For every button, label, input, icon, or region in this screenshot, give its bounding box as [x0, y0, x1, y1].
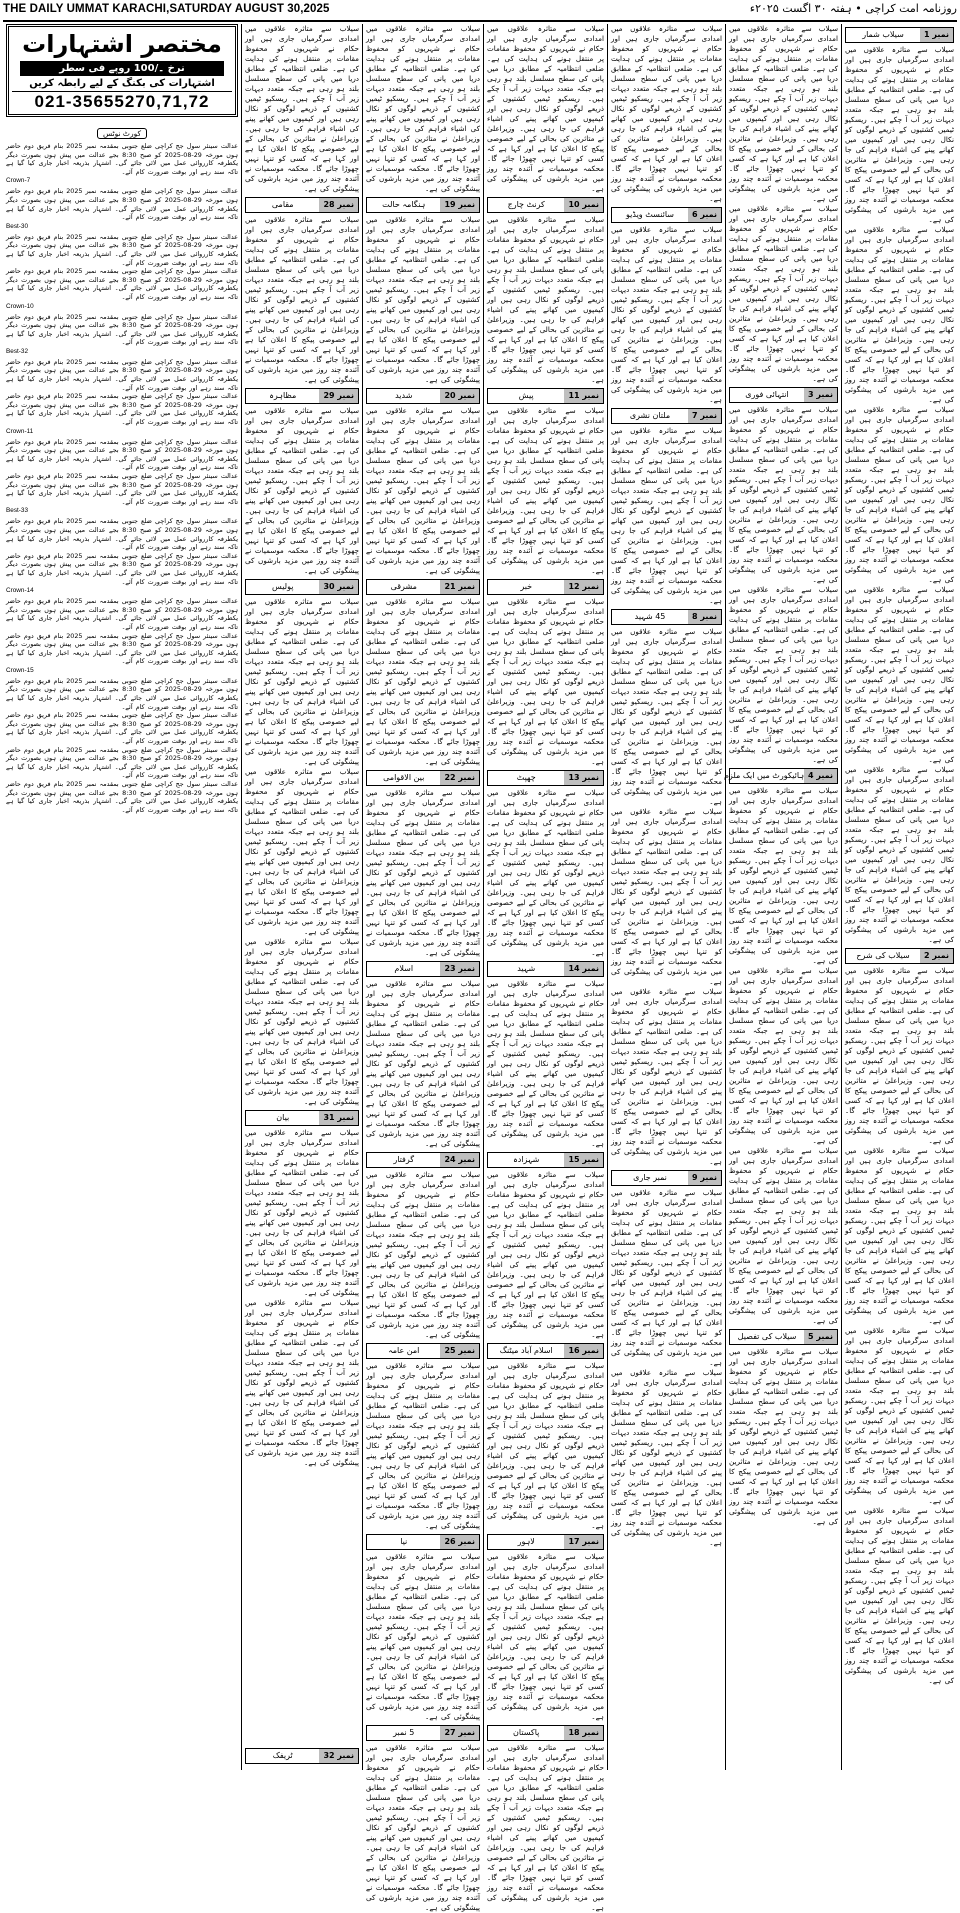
court-notice-text: عدالت سینئر سول جج کراچی ضلع جنوبی بمقدمہ نمبر 2025 بنام فریق دوم حاضر ہوں مورخہ 29-08-2025 کو صبح 8:30 بجے عدالت میں پیش ہوں بصورت دیگر یکطرفہ کارروائی عمل میں لائی جائے گی۔ اشتہار بذریعہ اخبار جاری کیا گیا ہے تاکہ سند رہے اور بوقت ضرورت کام آئے۔	[6, 745, 238, 780]
notice-header: نمبر 20 شدید	[366, 388, 480, 404]
notice-body: سیلاب سے متاثرہ علاقوں میں امدادی سرگرمیاں جاری ہیں اور حکام نے شہریوں کو محفوظ مقامات پر منتقل ہونے کی ہدایت کی ہے۔ ضلعی انتظامیہ کے مطابق دریا میں پانی کی سطح مسلسل بلند ہو رہی ہے جبکہ متعدد دیہات زیر آب آ چکے ہیں۔ ریسکیو ٹیمیں کشتیوں کے ذریعے لوگوں کو نکال رہی ہیں اور کیمپوں میں کھانے پینے کی اشیاء فراہم کی جا رہی ہیں۔ وزیراعلیٰ نے متاثرین کی بحالی کے لیے خصوصی پیکج کا اعلان کیا ہے اور کہا ہے کہ کسی کو تنہا نہیں چھوڑا جائے گا۔ محکمہ موسمیات نے آئندہ چند روز میں مزید بارشوں کی پیشگوئی کی ہے۔	[366, 1552, 480, 1721]
masthead-english-dateline: THE DAILY UMMAT KARACHI,SATURDAY AUGUST 30,2025	[3, 3, 330, 15]
notice-body: سیلاب سے متاثرہ علاقوں میں امدادی سرگرمیاں جاری ہیں اور حکام نے شہریوں کو محفوظ مقامات پر منتقل ہونے کی ہدایت کی ہے۔ ضلعی انتظامیہ کے مطابق دریا میں پانی کی سطح مسلسل بلند ہو رہی ہے جبکہ متعدد دیہات زیر آب آ چکے ہیں۔ ریسکیو ٹیمیں کشتیوں کے ذریعے لوگوں کو نکال رہی ہیں اور کیمپوں میں کھانے پینے کی اشیاء فراہم کی جا رہی ہیں۔ وزیراعلیٰ نے متاثرین کی بحالی کے لیے خصوصی پیکج کا اعلان کیا ہے اور کہا ہے کہ کسی کو تنہا نہیں چھوڑا جائے گا۔ محکمہ موسمیات نے آئندہ چند روز میں مزید بارشوں کی پیشگوئی کی ہے۔	[366, 979, 480, 1148]
ad-contact: اشتہارات کی بکنگ کے لیے رابطہ کریں	[29, 78, 215, 89]
notice-body: سیلاب سے متاثرہ علاقوں میں امدادی سرگرمیاں جاری ہیں اور حکام نے شہریوں کو محفوظ مقامات پر منتقل ہونے کی ہدایت کی ہے۔ ضلعی انتظامیہ کے مطابق دریا میں پانی کی سطح مسلسل بلند ہو رہی ہے جبکہ متعدد دیہات زیر آب آ چکے ہیں۔ ریسکیو ٹیمیں کشتیوں کے ذریعے لوگوں کو نکال رہی ہیں اور کیمپوں میں کھانے پینے کی اشیاء فراہم کی جا رہی ہیں۔ وزیراعلیٰ نے متاثرین کی بحالی کے لیے خصوصی پیکج کا اعلان کیا ہے اور کہا ہے کہ کسی کو تنہا نہیں چھوڑا جائے گا۔ محکمہ موسمیات نے آئندہ چند روز میں مزید بارشوں کی پیشگوئی کی ہے۔	[611, 426, 722, 605]
ad-rate: نرخ ۔/100 روپے فی سطر	[20, 61, 224, 76]
notice-header: نمبر 12 خبر	[487, 579, 604, 595]
notice-body: سیلاب سے متاثرہ علاقوں میں امدادی سرگرمیاں جاری ہیں اور حکام نے شہریوں کو محفوظ مقامات پر منتقل ہونے کی ہدایت کی ہے۔ ضلعی انتظامیہ کے مطابق دریا میں پانی کی سطح مسلسل بلند ہو رہی ہے جبکہ متعدد دیہات زیر آب آ چکے ہیں۔ ریسکیو ٹیمیں کشتیوں کے ذریعے لوگوں کو نکال رہی ہیں اور کیمپوں میں کھانے پینے کی اشیاء فراہم کی جا رہی ہیں۔ وزیراعلیٰ نے متاثرین کی بحالی کے لیے خصوصی پیکج کا اعلان کیا ہے اور کہا ہے کہ کسی کو تنہا نہیں چھوڑا جائے گا۔ محکمہ موسمیات نے آئندہ چند روز میں مزید بارشوں کی پیشگوئی کی ہے۔	[729, 1146, 838, 1325]
notice-column-6	[725, 24, 841, 1770]
notice-body: سیلاب سے متاثرہ علاقوں میں امدادی سرگرمیاں جاری ہیں اور حکام نے شہریوں کو محفوظ مقامات پر منتقل ہونے کی ہدایت کی ہے۔ ضلعی انتظامیہ کے مطابق دریا میں پانی کی سطح مسلسل بلند ہو رہی ہے جبکہ متعدد دیہات زیر آب آ چکے ہیں۔ ریسکیو ٹیمیں کشتیوں کے ذریعے لوگوں کو نکال رہی ہیں اور کیمپوں میں کھانے پینے کی اشیاء فراہم کی جا رہی ہیں۔ وزیراعلیٰ نے متاثرین کی بحالی کے لیے خصوصی پیکج کا اعلان کیا ہے اور کہا ہے کہ کسی کو تنہا نہیں چھوڑا جائے گا۔ محکمہ موسمیات نے آئندہ چند روز میں مزید بارشوں کی پیشگوئی کی ہے۔	[729, 1347, 838, 1526]
notice-body: سیلاب سے متاثرہ علاقوں میں امدادی سرگرمیاں جاری ہیں اور حکام نے شہریوں کو محفوظ مقامات پر منتقل ہونے کی ہدایت کی ہے۔ ضلعی انتظامیہ کے مطابق دریا میں پانی کی سطح مسلسل بلند ہو رہی ہے جبکہ متعدد دیہات زیر آب آ چکے ہیں۔ ریسکیو ٹیمیں کشتیوں کے ذریعے لوگوں کو نکال رہی ہیں اور کیمپوں میں کھانے پینے کی اشیاء فراہم کی جا رہی ہیں۔ وزیراعلیٰ نے متاثرین کی بحالی کے لیے خصوصی پیکج کا اعلان کیا ہے اور کہا ہے کہ کسی کو تنہا نہیں چھوڑا جائے گا۔ محکمہ موسمیات نے آئندہ چند روز میں مزید بارشوں کی پیشگوئی کی ہے۔	[366, 597, 480, 766]
notice-body: سیلاب سے متاثرہ علاقوں میں امدادی سرگرمیاں جاری ہیں اور حکام نے شہریوں کو محفوظ مقامات پر منتقل ہونے کی ہدایت کی ہے۔ ضلعی انتظامیہ کے مطابق دریا میں پانی کی سطح مسلسل بلند ہو رہی ہے جبکہ متعدد دیہات زیر آب آ چکے ہیں۔ ریسکیو ٹیمیں کشتیوں کے ذریعے لوگوں کو نکال رہی ہیں اور کیمپوں میں کھانے پینے کی اشیاء فراہم کی جا رہی ہیں۔ وزیراعلیٰ نے متاثرین کی بحالی کے لیے خصوصی پیکج کا اعلان کیا ہے اور کہا ہے کہ کسی کو تنہا نہیں چھوڑا جائے گا۔ محکمہ موسمیات نے آئندہ چند روز میں مزید بارشوں کی پیشگوئی کی ہے۔	[845, 225, 954, 404]
notice-tag: Crown-11	[6, 427, 34, 435]
notice-body: سیلاب سے متاثرہ علاقوں میں امدادی سرگرمیاں جاری ہیں اور حکام نے شہریوں کو محفوظ مقامات پر منتقل ہونے کی ہدایت کی ہے۔ ضلعی انتظامیہ کے مطابق دریا میں پانی کی سطح مسلسل بلند ہو رہی ہے جبکہ متعدد دیہات زیر آب آ چکے ہیں۔ ریسکیو ٹیمیں کشتیوں کے ذریعے لوگوں کو نکال رہی ہیں اور کیمپوں میں کھانے پینے کی اشیاء فراہم کی جا رہی ہیں۔ وزیراعلیٰ نے متاثرین کی بحالی کے لیے خصوصی پیکج کا اعلان کیا ہے اور کہا ہے کہ کسی کو تنہا نہیں چھوڑا جائے گا۔ محکمہ موسمیات نے آئندہ چند روز میں مزید بارشوں کی پیشگوئی کی ہے۔	[366, 215, 480, 384]
ad-phone: 021-35655270,71,72	[12, 91, 232, 112]
notice-body: سیلاب سے متاثرہ علاقوں میں امدادی سرگرمیاں جاری ہیں اور حکام نے شہریوں کو محفوظ مقامات پر منتقل ہونے کی ہدایت کی ہے۔ ضلعی انتظامیہ کے مطابق دریا میں پانی کی سطح مسلسل بلند ہو رہی ہے جبکہ متعدد دیہات زیر آب آ چکے ہیں۔ ریسکیو ٹیمیں کشتیوں کے ذریعے لوگوں کو نکال رہی ہیں اور کیمپوں میں کھانے پینے کی اشیاء فراہم کی جا رہی ہیں۔ وزیراعلیٰ نے متاثرین کی بحالی کے لیے خصوصی پیکج کا اعلان کیا ہے اور کہا ہے کہ کسی کو تنہا نہیں چھوڑا جائے گا۔ محکمہ موسمیات نے آئندہ چند روز میں مزید بارشوں کی پیشگوئی کی ہے۔	[245, 937, 359, 1106]
notice-body: سیلاب سے متاثرہ علاقوں میں امدادی سرگرمیاں جاری ہیں اور حکام نے شہریوں کو محفوظ مقامات پر منتقل ہونے کی ہدایت کی ہے۔ ضلعی انتظامیہ کے مطابق دریا میں پانی کی سطح مسلسل بلند ہو رہی ہے جبکہ متعدد دیہات زیر آب آ چکے ہیں۔ ریسکیو ٹیمیں کشتیوں کے ذریعے لوگوں کو نکال رہی ہیں اور کیمپوں میں کھانے پینے کی اشیاء فراہم کی جا رہی ہیں۔ وزیراعلیٰ نے متاثرین کی بحالی کے لیے خصوصی پیکج کا اعلان کیا ہے اور کہا ہے کہ کسی کو تنہا نہیں چھوڑا جائے گا۔ محکمہ موسمیات نے آئندہ چند روز میں مزید بارشوں کی پیشگوئی کی ہے۔	[366, 406, 480, 575]
notice-body: سیلاب سے متاثرہ علاقوں میں امدادی سرگرمیاں جاری ہیں اور حکام نے شہریوں کو محفوظ مقامات پر منتقل ہونے کی ہدایت کی ہے۔ ضلعی انتظامیہ کے مطابق دریا میں پانی کی سطح مسلسل بلند ہو رہی ہے جبکہ متعدد دیہات زیر آب آ چکے ہیں۔ ریسکیو ٹیمیں کشتیوں کے ذریعے لوگوں کو نکال رہی ہیں اور کیمپوں میں کھانے پینے کی اشیاء فراہم کی جا رہی ہیں۔ وزیراعلیٰ نے متاثرین کی بحالی کے لیے خصوصی پیکج کا اعلان کیا ہے اور کہا ہے کہ کسی کو تنہا نہیں چھوڑا جائے گا۔ محکمہ موسمیات نے آئندہ چند روز میں مزید بارشوں کی پیشگوئی کی ہے۔	[245, 767, 359, 936]
notice-body: سیلاب سے متاثرہ علاقوں میں امدادی سرگرمیاں جاری ہیں اور حکام نے شہریوں کو محفوظ مقامات پر منتقل ہونے کی ہدایت کی ہے۔ ضلعی انتظامیہ کے مطابق دریا میں پانی کی سطح مسلسل بلند ہو رہی ہے جبکہ متعدد دیہات زیر آب آ چکے ہیں۔ ریسکیو ٹیمیں کشتیوں کے ذریعے لوگوں کو نکال رہی ہیں اور کیمپوں میں کھانے پینے کی اشیاء فراہم کی جا رہی ہیں۔ وزیراعلیٰ نے متاثرین کی بحالی کے لیے خصوصی پیکج کا اعلان کیا ہے اور کہا ہے کہ کسی کو تنہا نہیں چھوڑا جائے گا۔ محکمہ موسمیات نے آئندہ چند روز میں مزید بارشوں کی پیشگوئی کی ہے۔	[611, 225, 722, 404]
notice-column-3	[362, 24, 483, 1912]
notice-header: نمبر 6 سائنسٹ ویڈیو	[611, 207, 722, 223]
masthead-urdu-dateline: روزنامہ امت کراچی • ہفتہ ۳۰ اگست ۲۰۲۵ء	[749, 2, 957, 15]
notice-body: سیلاب سے متاثرہ علاقوں میں امدادی سرگرمیاں جاری ہیں اور حکام نے شہریوں کو محفوظ مقامات پر منتقل ہونے کی ہدایت کی ہے۔ ضلعی انتظامیہ کے مطابق دریا میں پانی کی سطح مسلسل بلند ہو رہی ہے جبکہ متعدد دیہات زیر آب آ چکے ہیں۔ ریسکیو ٹیمیں کشتیوں کے ذریعے لوگوں کو نکال رہی ہیں اور کیمپوں میں کھانے پینے کی اشیاء فراہم کی جا رہی ہیں۔ وزیراعلیٰ نے متاثرین کی بحالی کے لیے خصوصی پیکج کا اعلان کیا ہے اور کہا ہے کہ کسی کو تنہا نہیں چھوڑا جائے گا۔ محکمہ موسمیات نے آئندہ چند روز میں مزید بارشوں کی پیشگوئی کی ہے۔	[245, 215, 359, 384]
notice-body: سیلاب سے متاثرہ علاقوں میں امدادی سرگرمیاں جاری ہیں اور حکام نے شہریوں کو محفوظ مقامات پر منتقل ہونے کی ہدایت کی ہے۔ ضلعی انتظامیہ کے مطابق دریا میں پانی کی سطح مسلسل بلند ہو رہی ہے جبکہ متعدد دیہات زیر آب آ چکے ہیں۔ ریسکیو ٹیمیں کشتیوں کے ذریعے لوگوں کو نکال رہی ہیں اور کیمپوں میں کھانے پینے کی اشیاء فراہم کی جا رہی ہیں۔ وزیراعلیٰ نے متاثرین کی بحالی کے لیے خصوصی پیکج کا اعلان کیا ہے اور کہا ہے کہ کسی کو تنہا نہیں چھوڑا جائے گا۔ محکمہ موسمیات نے آئندہ چند روز میں مزید بارشوں کی پیشگوئی کی ہے۔	[366, 1170, 480, 1339]
notice-body: سیلاب سے متاثرہ علاقوں میں امدادی سرگرمیاں جاری ہیں اور حکام نے شہریوں کو محفوظ مقامات پر منتقل ہونے کی ہدایت کی ہے۔ ضلعی انتظامیہ کے مطابق دریا میں پانی کی سطح مسلسل بلند ہو رہی ہے جبکہ متعدد دیہات زیر آب آ چکے ہیں۔ ریسکیو ٹیمیں کشتیوں کے ذریعے لوگوں کو نکال رہی ہیں اور کیمپوں میں کھانے پینے کی اشیاء فراہم کی جا رہی ہیں۔ وزیراعلیٰ نے متاثرین کی بحالی کے لیے خصوصی پیکج کا اعلان کیا ہے اور کہا ہے کہ کسی کو تنہا نہیں چھوڑا جائے گا۔ محکمہ موسمیات نے آئندہ چند روز میں مزید بارشوں کی پیشگوئی کی ہے۔	[611, 1188, 722, 1367]
notice-body: سیلاب سے متاثرہ علاقوں میں امدادی سرگرمیاں جاری ہیں اور حکام نے شہریوں کو محفوظ مقامات پر منتقل ہونے کی ہدایت کی ہے۔ ضلعی انتظامیہ کے مطابق دریا میں پانی کی سطح مسلسل بلند ہو رہی ہے جبکہ متعدد دیہات زیر آب آ چکے ہیں۔ ریسکیو ٹیمیں کشتیوں کے ذریعے لوگوں کو نکال رہی ہیں اور کیمپوں میں کھانے پینے کی اشیاء فراہم کی جا رہی ہیں۔ وزیراعلیٰ نے متاثرین کی بحالی کے لیے خصوصی پیکج کا اعلان کیا ہے اور کہا ہے کہ کسی کو تنہا نہیں چھوڑا جائے گا۔ محکمہ موسمیات نے آئندہ چند روز میں مزید بارشوں کی پیشگوئی کی ہے۔	[366, 788, 480, 957]
notice-header: نمبر 3 انتہائی فوری	[729, 387, 838, 403]
court-notice-text: عدالت سینئر سول جج کراچی ضلع جنوبی بمقدمہ نمبر 2025 بنام فریق دوم حاضر ہوں مورخہ 29-08-2025 کو صبح 8:30 بجے عدالت میں پیش ہوں بصورت دیگر یکطرفہ کارروائی عمل میں لائی جائے گی۔ اشتہار بذریعہ اخبار جاری کیا گیا ہے تاکہ سند رہے اور بوقت ضرورت کام آئے۔	[6, 437, 238, 472]
court-notice-text: عدالت سینئر سول جج کراچی ضلع جنوبی بمقدمہ نمبر 2025 بنام فریق دوم حاضر ہوں مورخہ 29-08-2025 کو صبح 8:30 بجے عدالت میں پیش ہوں بصورت دیگر یکطرفہ کارروائی عمل میں لائی جائے گی۔ اشتہار بذریعہ اخبار جاری کیا گیا ہے تاکہ سند رہے اور بوقت ضرورت کام آئے۔	[6, 232, 238, 267]
court-notice-text: عدالت سینئر سول جج کراچی ضلع جنوبی بمقدمہ نمبر 2025 بنام فریق دوم حاضر ہوں مورخہ 29-08-2025 کو صبح 8:30 بجے عدالت میں پیش ہوں بصورت دیگر یکطرفہ کارروائی عمل میں لائی جائے گی۔ اشتہار بذریعہ اخبار جاری کیا گیا ہے تاکہ سند رہے اور بوقت ضرورت کام آئے۔	[6, 517, 238, 552]
notice-header: نمبر 22 بین الاقوامی	[366, 770, 480, 786]
notice-body: سیلاب سے متاثرہ علاقوں میں امدادی سرگرمیاں جاری ہیں اور حکام نے شہریوں کو محفوظ مقامات پر منتقل ہونے کی ہدایت کی ہے۔ ضلعی انتظامیہ کے مطابق دریا میں پانی کی سطح مسلسل بلند ہو رہی ہے جبکہ متعدد دیہات زیر آب آ چکے ہیں۔ ریسکیو ٹیمیں کشتیوں کے ذریعے لوگوں کو نکال رہی ہیں اور کیمپوں میں کھانے پینے کی اشیاء فراہم کی جا رہی ہیں۔ وزیراعلیٰ نے متاثرین کی بحالی کے لیے خصوصی پیکج کا اعلان کیا ہے اور کہا ہے کہ کسی کو تنہا نہیں چھوڑا جائے گا۔ محکمہ موسمیات نے آئندہ چند روز میں مزید بارشوں کی پیشگوئی کی ہے۔	[487, 1552, 604, 1721]
court-notice-text: عدالت سینئر سول جج کراچی ضلع جنوبی بمقدمہ نمبر 2025 بنام فریق دوم حاضر ہوں مورخہ 29-08-2025 کو صبح 8:30 بجے عدالت میں پیش ہوں بصورت دیگر یکطرفہ کارروائی عمل میں لائی جائے گی۔ اشتہار بذریعہ اخبار جاری کیا گیا ہے تاکہ سند رہے اور بوقت ضرورت کام آئے۔	[6, 267, 238, 301]
notice-body: سیلاب سے متاثرہ علاقوں میں امدادی سرگرمیاں جاری ہیں اور حکام نے شہریوں کو محفوظ مقامات پر منتقل ہونے کی ہدایت کی ہے۔ ضلعی انتظامیہ کے مطابق دریا میں پانی کی سطح مسلسل بلند ہو رہی ہے جبکہ متعدد دیہات زیر آب آ چکے ہیں۔ ریسکیو ٹیمیں کشتیوں کے ذریعے لوگوں کو نکال رہی ہیں اور کیمپوں میں کھانے پینے کی اشیاء فراہم کی جا رہی ہیں۔ وزیراعلیٰ نے متاثرین کی بحالی کے لیے خصوصی پیکج کا اعلان کیا ہے اور کہا ہے کہ کسی کو تنہا نہیں چھوڑا جائے گا۔ محکمہ موسمیات نے آئندہ چند روز میں مزید بارشوں کی پیشگوئی کی ہے۔	[729, 204, 838, 383]
notice-body: سیلاب سے متاثرہ علاقوں میں امدادی سرگرمیاں جاری ہیں اور حکام نے شہریوں کو محفوظ مقامات پر منتقل ہونے کی ہدایت کی ہے۔ ضلعی انتظامیہ کے مطابق دریا میں پانی کی سطح مسلسل بلند ہو رہی ہے جبکہ متعدد دیہات زیر آب آ چکے ہیں۔ ریسکیو ٹیمیں کشتیوں کے ذریعے لوگوں کو نکال رہی ہیں اور کیمپوں میں کھانے پینے کی اشیاء فراہم کی جا رہی ہیں۔ وزیراعلیٰ نے متاثرین کی بحالی کے لیے خصوصی پیکج کا اعلان کیا ہے اور کہا ہے کہ کسی کو تنہا نہیں چھوڑا جائے گا۔ محکمہ موسمیات نے آئندہ چند روز میں مزید بارشوں کی پیشگوئی کی ہے۔	[611, 807, 722, 986]
notice-body: سیلاب سے متاثرہ علاقوں میں امدادی سرگرمیاں جاری ہیں اور حکام نے شہریوں کو محفوظ مقامات پر منتقل ہونے کی ہدایت کی ہے۔ ضلعی انتظامیہ کے مطابق دریا میں پانی کی سطح مسلسل بلند ہو رہی ہے جبکہ متعدد دیہات زیر آب آ چکے ہیں۔ ریسکیو ٹیمیں کشتیوں کے ذریعے لوگوں کو نکال رہی ہیں اور کیمپوں میں کھانے پینے کی اشیاء فراہم کی جا رہی ہیں۔ وزیراعلیٰ نے متاثرین کی بحالی کے لیے خصوصی پیکج کا اعلان کیا ہے اور کہا ہے کہ کسی کو تنہا نہیں چھوڑا جائے گا۔ محکمہ موسمیات نے آئندہ چند روز میں مزید بارشوں کی پیشگوئی کی ہے۔	[245, 1298, 359, 1467]
notice-header: نمبر 17 لاہور	[487, 1534, 604, 1550]
court-notice-text: عدالت سینئر سول جج کراچی ضلع جنوبی بمقدمہ نمبر 2025 بنام فریق دوم حاضر ہوں مورخہ 29-08-2025 کو صبح 8:30 بجے عدالت میں پیش ہوں بصورت دیگر یکطرفہ کارروائی عمل میں لائی جائے گی۔ اشتہار بذریعہ اخبار جاری کیا گیا ہے تاکہ سند رہے اور بوقت ضرورت کام آئے۔	[6, 676, 238, 711]
court-notice-text: عدالت سینئر سول جج کراچی ضلع جنوبی بمقدمہ نمبر 2025 بنام فریق دوم حاضر ہوں مورخہ 29-08-2025 کو صبح 8:30 بجے عدالت میں پیش ہوں بصورت دیگر یکطرفہ کارروائی عمل میں لائی جائے گی۔ اشتہار بذریعہ اخبار جاری کیا گیا ہے تاکہ سند رہے اور بوقت ضرورت کام آئے۔	[6, 551, 238, 586]
court-notice-text: عدالت سینئر سول جج کراچی ضلع جنوبی بمقدمہ نمبر 2025 بنام فریق دوم حاضر ہوں مورخہ 29-08-2025 کو صبح 8:30 بجے عدالت میں پیش ہوں بصورت دیگر یکطرفہ کارروائی عمل میں لائی جائے گی۔ اشتہار بذریعہ اخبار جاری کیا گیا ہے تاکہ سند رہے اور بوقت ضرورت کام آئے۔	[6, 187, 238, 222]
notice-header: نمبر 7 ملتان نشری	[611, 408, 722, 424]
notice-body: سیلاب سے متاثرہ علاقوں میں امدادی سرگرمیاں جاری ہیں اور حکام نے شہریوں کو محفوظ مقامات پر منتقل ہونے کی ہدایت کی ہے۔ ضلعی انتظامیہ کے مطابق دریا میں پانی کی سطح مسلسل بلند ہو رہی ہے جبکہ متعدد دیہات زیر آب آ چکے ہیں۔ ریسکیو ٹیمیں کشتیوں کے ذریعے لوگوں کو نکال رہی ہیں اور کیمپوں میں کھانے پینے کی اشیاء فراہم کی جا رہی ہیں۔ وزیراعلیٰ نے متاثرین کی بحالی کے لیے خصوصی پیکج کا اعلان کیا ہے اور کہا ہے کہ کسی کو تنہا نہیں چھوڑا جائے گا۔ محکمہ موسمیات نے آئندہ چند روز میں مزید بارشوں کی پیشگوئی کی ہے۔	[366, 24, 480, 193]
notice-header: نمبر 1 سیلاب شمار	[845, 27, 954, 43]
notice-header: نمبر 24 گرفتار	[366, 1152, 480, 1168]
notice-header: نمبر 28 مقامی	[245, 197, 359, 213]
notice-header: نمبر 31 بیان	[245, 1110, 359, 1126]
notice-tag: Crown-7	[6, 177, 31, 185]
notice-header: نمبر 9 نمبر جاری	[611, 1170, 722, 1186]
notice-body: سیلاب سے متاثرہ علاقوں میں امدادی سرگرمیاں جاری ہیں اور حکام نے شہریوں کو محفوظ مقامات پر منتقل ہونے کی ہدایت کی ہے۔ ضلعی انتظامیہ کے مطابق دریا میں پانی کی سطح مسلسل بلند ہو رہی ہے جبکہ متعدد دیہات زیر آب آ چکے ہیں۔ ریسکیو ٹیمیں کشتیوں کے ذریعے لوگوں کو نکال رہی ہیں اور کیمپوں میں کھانے پینے کی اشیاء فراہم کی جا رہی ہیں۔ وزیراعلیٰ نے متاثرین کی بحالی کے لیے خصوصی پیکج کا اعلان کیا ہے اور کہا ہے کہ کسی کو تنہا نہیں چھوڑا جائے گا۔ محکمہ موسمیات نے آئندہ چند روز میں مزید بارشوں کی پیشگوئی کی ہے۔	[245, 1128, 359, 1297]
ad-title: مختصر اشتہارات	[22, 30, 222, 58]
notice-header: نمبر 32 ٹریفک	[246, 1749, 358, 1763]
notice-column-4	[483, 24, 607, 1912]
court-notice-text: عدالت سینئر سول جج کراچی ضلع جنوبی بمقدمہ نمبر 2025 بنام فریق دوم حاضر ہوں مورخہ 29-08-2025 کو صبح 8:30 بجے عدالت میں پیش ہوں بصورت دیگر یکطرفہ کارروائی عمل میں لائی جائے گی۔ اشتہار بذریعہ اخبار جاری کیا گیا ہے تاکہ سند رہے اور بوقت ضرورت کام آئے۔	[6, 312, 238, 347]
notice-body: سیلاب سے متاثرہ علاقوں میں امدادی سرگرمیاں جاری ہیں اور حکام نے شہریوں کو محفوظ مقامات پر منتقل ہونے کی ہدایت کی ہے۔ ضلعی انتظامیہ کے مطابق دریا میں پانی کی سطح مسلسل بلند ہو رہی ہے جبکہ متعدد دیہات زیر آب آ چکے ہیں۔ ریسکیو ٹیمیں کشتیوں کے ذریعے لوگوں کو نکال رہی ہیں اور کیمپوں میں کھانے پینے کی اشیاء فراہم کی جا رہی ہیں۔ وزیراعلیٰ نے متاثرین کی بحالی کے لیے خصوصی پیکج کا اعلان کیا ہے اور کہا ہے کہ کسی کو تنہا نہیں چھوڑا جائے گا۔ محکمہ موسمیات نے آئندہ چند روز میں مزید بارشوں کی پیشگوئی کی ہے۔	[845, 585, 954, 764]
notice-header: نمبر 26 نیا	[366, 1534, 480, 1550]
notice-body: سیلاب سے متاثرہ علاقوں میں امدادی سرگرمیاں جاری ہیں اور حکام نے شہریوں کو محفوظ مقامات پر منتقل ہونے کی ہدایت کی ہے۔ ضلعی انتظامیہ کے مطابق دریا میں پانی کی سطح مسلسل بلند ہو رہی ہے جبکہ متعدد دیہات زیر آب آ چکے ہیں۔ ریسکیو ٹیمیں کشتیوں کے ذریعے لوگوں کو نکال رہی ہیں اور کیمپوں میں کھانے پینے کی اشیاء فراہم کی جا رہی ہیں۔ وزیراعلیٰ نے متاثرین کی بحالی کے لیے خصوصی پیکج کا اعلان کیا ہے اور کہا ہے کہ کسی کو تنہا نہیں چھوڑا جائے گا۔ محکمہ موسمیات نے آئندہ چند روز میں مزید بارشوں کی پیشگوئی کی ہے۔	[487, 1361, 604, 1530]
notice-header: نمبر 8 45 شہید	[611, 609, 722, 625]
notice-tag: Crown-10	[6, 302, 34, 310]
classified-ad-box	[6, 24, 238, 117]
court-notice-text: عدالت سینئر سول جج کراچی ضلع جنوبی بمقدمہ نمبر 2025 بنام فریق دوم حاضر ہوں مورخہ 29-08-2025 کو صبح 8:30 بجے عدالت میں پیش ہوں بصورت دیگر یکطرفہ کارروائی عمل میں لائی جائے گی۔ اشتہار بذریعہ اخبار جاری کیا گیا ہے تاکہ سند رہے اور بوقت ضرورت کام آئے۔	[6, 142, 238, 176]
notice-header: نمبر 14 شہید	[487, 961, 604, 977]
notice-header: نمبر 13 چھپٹ	[487, 770, 604, 786]
court-notice-text: عدالت سینئر سول جج کراچی ضلع جنوبی بمقدمہ نمبر 2025 بنام فریق دوم حاضر ہوں مورخہ 29-08-2025 کو صبح 8:30 بجے عدالت میں پیش ہوں بصورت دیگر یکطرفہ کارروائی عمل میں لائی جائے گی۔ اشتہار بذریعہ اخبار جاری کیا گیا ہے تاکہ سند رہے اور بوقت ضرورت کام آئے۔	[6, 597, 238, 631]
court-notice-text: عدالت سینئر سول جج کراچی ضلع جنوبی بمقدمہ نمبر 2025 بنام فریق دوم حاضر ہوں مورخہ 29-08-2025 کو صبح 8:30 بجے عدالت میں پیش ہوں بصورت دیگر یکطرفہ کارروائی عمل میں لائی جائے گی۔ اشتہار بذریعہ اخبار جاری کیا گیا ہے تاکہ سند رہے اور بوقت ضرورت کام آئے۔	[6, 631, 238, 666]
notice-body: سیلاب سے متاثرہ علاقوں میں امدادی سرگرمیاں جاری ہیں اور حکام نے شہریوں کو محفوظ مقامات پر منتقل ہونے کی ہدایت کی ہے۔ ضلعی انتظامیہ کے مطابق دریا میں پانی کی سطح مسلسل بلند ہو رہی ہے جبکہ متعدد دیہات زیر آب آ چکے ہیں۔ ریسکیو ٹیمیں کشتیوں کے ذریعے لوگوں کو نکال رہی ہیں اور کیمپوں میں کھانے پینے کی اشیاء فراہم کی جا رہی ہیں۔ وزیراعلیٰ نے متاثرین کی بحالی کے لیے خصوصی پیکج کا اعلان کیا ہے اور کہا ہے کہ کسی کو تنہا نہیں چھوڑا جائے گا۔ محکمہ موسمیات نے آئندہ چند روز میں مزید بارشوں کی پیشگوئی کی ہے۔	[245, 24, 359, 193]
notice-body: سیلاب سے متاثرہ علاقوں میں امدادی سرگرمیاں جاری ہیں اور حکام نے شہریوں کو محفوظ مقامات پر منتقل ہونے کی ہدایت کی ہے۔ ضلعی انتظامیہ کے مطابق دریا میں پانی کی سطح مسلسل بلند ہو رہی ہے جبکہ متعدد دیہات زیر آب آ چکے ہیں۔ ریسکیو ٹیمیں کشتیوں کے ذریعے لوگوں کو نکال رہی ہیں اور کیمپوں میں کھانے پینے کی اشیاء فراہم کی جا رہی ہیں۔ وزیراعلیٰ نے متاثرین کی بحالی کے لیے خصوصی پیکج کا اعلان کیا ہے اور کہا ہے کہ کسی کو تنہا نہیں چھوڑا جائے گا۔ محکمہ موسمیات نے آئندہ چند روز میں مزید بارشوں کی پیشگوئی کی ہے۔	[845, 45, 954, 224]
notice-body: سیلاب سے متاثرہ علاقوں میں امدادی سرگرمیاں جاری ہیں اور حکام نے شہریوں کو محفوظ مقامات پر منتقل ہونے کی ہدایت کی ہے۔ ضلعی انتظامیہ کے مطابق دریا میں پانی کی سطح مسلسل بلند ہو رہی ہے جبکہ متعدد دیہات زیر آب آ چکے ہیں۔ ریسکیو ٹیمیں کشتیوں کے ذریعے لوگوں کو نکال رہی ہیں اور کیمپوں میں کھانے پینے کی اشیاء فراہم کی جا رہی ہیں۔ وزیراعلیٰ نے متاثرین کی بحالی کے لیے خصوصی پیکج کا اعلان کیا ہے اور کہا ہے کہ کسی کو تنہا نہیں چھوڑا جائے گا۔ محکمہ موسمیات نے آئندہ چند روز میں مزید بارشوں کی پیشگوئی کی ہے۔	[487, 406, 604, 575]
notice-header: نمبر 23 اسلام	[366, 961, 480, 977]
notice-header: نمبر 11 پیش	[487, 388, 604, 404]
court-notice-text: عدالت سینئر سول جج کراچی ضلع جنوبی بمقدمہ نمبر 2025 بنام فریق دوم حاضر ہوں مورخہ 29-08-2025 کو صبح 8:30 بجے عدالت میں پیش ہوں بصورت دیگر یکطرفہ کارروائی عمل میں لائی جائے گی۔ اشتہار بذریعہ اخبار جاری کیا گیا ہے تاکہ سند رہے اور بوقت ضرورت کام آئے۔	[6, 780, 238, 814]
notice-body: سیلاب سے متاثرہ علاقوں میں امدادی سرگرمیاں جاری ہیں اور حکام نے شہریوں کو محفوظ مقامات پر منتقل ہونے کی ہدایت کی ہے۔ ضلعی انتظامیہ کے مطابق دریا میں پانی کی سطح مسلسل بلند ہو رہی ہے جبکہ متعدد دیہات زیر آب آ چکے ہیں۔ ریسکیو ٹیمیں کشتیوں کے ذریعے لوگوں کو نکال رہی ہیں اور کیمپوں میں کھانے پینے کی اشیاء فراہم کی جا رہی ہیں۔ وزیراعلیٰ نے متاثرین کی بحالی کے لیے خصوصی پیکج کا اعلان کیا ہے اور کہا ہے کہ کسی کو تنہا نہیں چھوڑا جائے گا۔ محکمہ موسمیات نے آئندہ چند روز میں مزید بارشوں کی پیشگوئی کی ہے۔	[611, 1368, 722, 1547]
notice-header: نمبر 10 کرنٹ چارج	[487, 197, 604, 213]
notice-body: سیلاب سے متاثرہ علاقوں میں امدادی سرگرمیاں جاری ہیں اور حکام نے شہریوں کو محفوظ مقامات پر منتقل ہونے کی ہدایت کی ہے۔ ضلعی انتظامیہ کے مطابق دریا میں پانی کی سطح مسلسل بلند ہو رہی ہے جبکہ متعدد دیہات زیر آب آ چکے ہیں۔ ریسکیو ٹیمیں کشتیوں کے ذریعے لوگوں کو نکال رہی ہیں اور کیمپوں میں کھانے پینے کی اشیاء فراہم کی جا رہی ہیں۔ وزیراعلیٰ نے متاثرین کی بحالی کے لیے خصوصی پیکج کا اعلان کیا ہے اور کہا ہے کہ کسی کو تنہا نہیں چھوڑا جائے گا۔ محکمہ موسمیات نے آئندہ چند روز میں مزید بارشوں کی پیشگوئی کی ہے۔	[487, 979, 604, 1148]
notice-body: سیلاب سے متاثرہ علاقوں میں امدادی سرگرمیاں جاری ہیں اور حکام نے شہریوں کو محفوظ مقامات پر منتقل ہونے کی ہدایت کی ہے۔ ضلعی انتظامیہ کے مطابق دریا میں پانی کی سطح مسلسل بلند ہو رہی ہے جبکہ متعدد دیہات زیر آب آ چکے ہیں۔ ریسکیو ٹیمیں کشتیوں کے ذریعے لوگوں کو نکال رہی ہیں اور کیمپوں میں کھانے پینے کی اشیاء فراہم کی جا رہی ہیں۔ وزیراعلیٰ نے متاثرین کی بحالی کے لیے خصوصی پیکج کا اعلان کیا ہے اور کہا ہے کہ کسی کو تنہا نہیں چھوڑا جائے گا۔ محکمہ موسمیات نے آئندہ چند روز میں مزید بارشوں کی پیشگوئی کی ہے۔	[611, 987, 722, 1166]
notice-body: سیلاب سے متاثرہ علاقوں میں امدادی سرگرمیاں جاری ہیں اور حکام نے شہریوں کو محفوظ مقامات پر منتقل ہونے کی ہدایت کی ہے۔ ضلعی انتظامیہ کے مطابق دریا میں پانی کی سطح مسلسل بلند ہو رہی ہے جبکہ متعدد دیہات زیر آب آ چکے ہیں۔ ریسکیو ٹیمیں کشتیوں کے ذریعے لوگوں کو نکال رہی ہیں اور کیمپوں میں کھانے پینے کی اشیاء فراہم کی جا رہی ہیں۔ وزیراعلیٰ نے متاثرین کی بحالی کے لیے خصوصی پیکج کا اعلان کیا ہے اور کہا ہے کہ کسی کو تنہا نہیں چھوڑا جائے گا۔ محکمہ موسمیات نے آئندہ چند روز میں مزید بارشوں کی پیشگوئی کی ہے۔	[729, 966, 838, 1145]
notice-body: سیلاب سے متاثرہ علاقوں میں امدادی سرگرمیاں جاری ہیں اور حکام نے شہریوں کو محفوظ مقامات پر منتقل ہونے کی ہدایت کی ہے۔ ضلعی انتظامیہ کے مطابق دریا میں پانی کی سطح مسلسل بلند ہو رہی ہے جبکہ متعدد دیہات زیر آب آ چکے ہیں۔ ریسکیو ٹیمیں کشتیوں کے ذریعے لوگوں کو نکال رہی ہیں اور کیمپوں میں کھانے پینے کی اشیاء فراہم کی جا رہی ہیں۔ وزیراعلیٰ نے متاثرین کی بحالی کے لیے خصوصی پیکج کا اعلان کیا ہے اور کہا ہے کہ کسی کو تنہا نہیں چھوڑا جائے گا۔ محکمہ موسمیات نے آئندہ چند روز میں مزید بارشوں کی پیشگوئی کی ہے۔	[487, 24, 604, 193]
notice-body: سیلاب سے متاثرہ علاقوں میں امدادی سرگرمیاں جاری ہیں اور حکام نے شہریوں کو محفوظ مقامات پر منتقل ہونے کی ہدایت کی ہے۔ ضلعی انتظامیہ کے مطابق دریا میں پانی کی سطح مسلسل بلند ہو رہی ہے جبکہ متعدد دیہات زیر آب آ چکے ہیں۔ ریسکیو ٹیمیں کشتیوں کے ذریعے لوگوں کو نکال رہی ہیں اور کیمپوں میں کھانے پینے کی اشیاء فراہم کی جا رہی ہیں۔ وزیراعلیٰ نے متاثرین کی بحالی کے لیے خصوصی پیکج کا اعلان کیا ہے اور کہا ہے کہ کسی کو تنہا نہیں چھوڑا جائے گا۔ محکمہ موسمیات نے آئندہ چند روز میں مزید بارشوں کی پیشگوئی کی ہے۔	[845, 1146, 954, 1325]
court-notice-text: عدالت سینئر سول جج کراچی ضلع جنوبی بمقدمہ نمبر 2025 بنام فریق دوم حاضر ہوں مورخہ 29-08-2025 کو صبح 8:30 بجے عدالت میں پیش ہوں بصورت دیگر یکطرفہ کارروائی عمل میں لائی جائے گی۔ اشتہار بذریعہ اخبار جاری کیا گیا ہے تاکہ سند رہے اور بوقت ضرورت کام آئے۔	[6, 392, 238, 427]
court-label-wrap	[6, 121, 238, 142]
notice-header: نمبر 29 مظاہرہ	[245, 388, 359, 404]
notice-body: سیلاب سے متاثرہ علاقوں میں امدادی سرگرمیاں جاری ہیں اور حکام نے شہریوں کو محفوظ مقامات پر منتقل ہونے کی ہدایت کی ہے۔ ضلعی انتظامیہ کے مطابق دریا میں پانی کی سطح مسلسل بلند ہو رہی ہے جبکہ متعدد دیہات زیر آب آ چکے ہیں۔ ریسکیو ٹیمیں کشتیوں کے ذریعے لوگوں کو نکال رہی ہیں اور کیمپوں میں کھانے پینے کی اشیاء فراہم کی جا رہی ہیں۔ وزیراعلیٰ نے متاثرین کی بحالی کے لیے خصوصی پیکج کا اعلان کیا ہے اور کہا ہے کہ کسی کو تنہا نہیں چھوڑا جائے گا۔ محکمہ موسمیات نے آئندہ چند روز میں مزید بارشوں کی پیشگوئی کی ہے۔	[611, 24, 722, 203]
notice-column-2	[241, 24, 362, 1770]
notice-body: سیلاب سے متاثرہ علاقوں میں امدادی سرگرمیاں جاری ہیں اور حکام نے شہریوں کو محفوظ مقامات پر منتقل ہونے کی ہدایت کی ہے۔ ضلعی انتظامیہ کے مطابق دریا میں پانی کی سطح مسلسل بلند ہو رہی ہے جبکہ متعدد دیہات زیر آب آ چکے ہیں۔ ریسکیو ٹیمیں کشتیوں کے ذریعے لوگوں کو نکال رہی ہیں اور کیمپوں میں کھانے پینے کی اشیاء فراہم کی جا رہی ہیں۔ وزیراعلیٰ نے متاثرین کی بحالی کے لیے خصوصی پیکج کا اعلان کیا ہے اور کہا ہے کہ کسی کو تنہا نہیں چھوڑا جائے گا۔ محکمہ موسمیات نے آئندہ چند روز میں مزید بارشوں کی پیشگوئی کی ہے۔	[729, 585, 838, 764]
notice-body: سیلاب سے متاثرہ علاقوں میں امدادی سرگرمیاں جاری ہیں اور حکام نے شہریوں کو محفوظ مقامات پر منتقل ہونے کی ہدایت کی ہے۔ ضلعی انتظامیہ کے مطابق دریا میں پانی کی سطح مسلسل بلند ہو رہی ہے جبکہ متعدد دیہات زیر آب آ چکے ہیں۔ ریسکیو ٹیمیں کشتیوں کے ذریعے لوگوں کو نکال رہی ہیں اور کیمپوں میں کھانے پینے کی اشیاء فراہم کی جا رہی ہیں۔ وزیراعلیٰ نے متاثرین کی بحالی کے لیے خصوصی پیکج کا اعلان کیا ہے اور کہا ہے کہ کسی کو تنہا نہیں چھوڑا جائے گا۔ محکمہ موسمیات نے آئندہ چند روز میں مزید بارشوں کی پیشگوئی کی ہے۔	[487, 1170, 604, 1339]
notice-body: سیلاب سے متاثرہ علاقوں میں امدادی سرگرمیاں جاری ہیں اور حکام نے شہریوں کو محفوظ مقامات پر منتقل ہونے کی ہدایت کی ہے۔ ضلعی انتظامیہ کے مطابق دریا میں پانی کی سطح مسلسل بلند ہو رہی ہے جبکہ متعدد دیہات زیر آب آ چکے ہیں۔ ریسکیو ٹیمیں کشتیوں کے ذریعے لوگوں کو نکال رہی ہیں اور کیمپوں میں کھانے پینے کی اشیاء فراہم کی جا رہی ہیں۔ وزیراعلیٰ نے متاثرین کی بحالی کے لیے خصوصی پیکج کا اعلان کیا ہے اور کہا ہے کہ کسی کو تنہا نہیں چھوڑا جائے گا۔ محکمہ موسمیات نے آئندہ چند روز میں مزید بارشوں کی پیشگوئی کی ہے۔	[366, 1361, 480, 1530]
notice-footer-box	[245, 1748, 359, 1764]
notice-body: سیلاب سے متاثرہ علاقوں میں امدادی سرگرمیاں جاری ہیں اور حکام نے شہریوں کو محفوظ مقامات پر منتقل ہونے کی ہدایت کی ہے۔ ضلعی انتظامیہ کے مطابق دریا میں پانی کی سطح مسلسل بلند ہو رہی ہے جبکہ متعدد دیہات زیر آب آ چکے ہیں۔ ریسکیو ٹیمیں کشتیوں کے ذریعے لوگوں کو نکال رہی ہیں اور کیمپوں میں کھانے پینے کی اشیاء فراہم کی جا رہی ہیں۔ وزیراعلیٰ نے متاثرین کی بحالی کے لیے خصوصی پیکج کا اعلان کیا ہے اور کہا ہے کہ کسی کو تنہا نہیں چھوڑا جائے گا۔ محکمہ موسمیات نے آئندہ چند روز میں مزید بارشوں کی پیشگوئی کی ہے۔	[366, 1743, 480, 1912]
notice-body: سیلاب سے متاثرہ علاقوں میں امدادی سرگرمیاں جاری ہیں اور حکام نے شہریوں کو محفوظ مقامات پر منتقل ہونے کی ہدایت کی ہے۔ ضلعی انتظامیہ کے مطابق دریا میں پانی کی سطح مسلسل بلند ہو رہی ہے جبکہ متعدد دیہات زیر آب آ چکے ہیں۔ ریسکیو ٹیمیں کشتیوں کے ذریعے لوگوں کو نکال رہی ہیں اور کیمپوں میں کھانے پینے کی اشیاء فراہم کی جا رہی ہیں۔ وزیراعلیٰ نے متاثرین کی بحالی کے لیے خصوصی پیکج کا اعلان کیا ہے اور کہا ہے کہ کسی کو تنہا نہیں چھوڑا جائے گا۔ محکمہ موسمیات نے آئندہ چند روز میں مزید بارشوں کی پیشگوئی کی ہے۔	[729, 405, 838, 584]
notice-body: سیلاب سے متاثرہ علاقوں میں امدادی سرگرمیاں جاری ہیں اور حکام نے شہریوں کو محفوظ مقامات پر منتقل ہونے کی ہدایت کی ہے۔ ضلعی انتظامیہ کے مطابق دریا میں پانی کی سطح مسلسل بلند ہو رہی ہے جبکہ متعدد دیہات زیر آب آ چکے ہیں۔ ریسکیو ٹیمیں کشتیوں کے ذریعے لوگوں کو نکال رہی ہیں اور کیمپوں میں کھانے پینے کی اشیاء فراہم کی جا رہی ہیں۔ وزیراعلیٰ نے متاثرین کی بحالی کے لیے خصوصی پیکج کا اعلان کیا ہے اور کہا ہے کہ کسی کو تنہا نہیں چھوڑا جائے گا۔ محکمہ موسمیات نے آئندہ چند روز میں مزید بارشوں کی پیشگوئی کی ہے۔	[845, 966, 954, 1145]
court-notice-text: عدالت سینئر سول جج کراچی ضلع جنوبی بمقدمہ نمبر 2025 بنام فریق دوم حاضر ہوں مورخہ 29-08-2025 کو صبح 8:30 بجے عدالت میں پیش ہوں بصورت دیگر یکطرفہ کارروائی عمل میں لائی جائے گی۔ اشتہار بذریعہ اخبار جاری کیا گیا ہے تاکہ سند رہے اور بوقت ضرورت کام آئے۔	[6, 472, 238, 506]
notice-header: نمبر 25 امن عامہ	[366, 1343, 480, 1359]
notice-column-7	[841, 24, 957, 1770]
court-notice-text: عدالت سینئر سول جج کراچی ضلع جنوبی بمقدمہ نمبر 2025 بنام فریق دوم حاضر ہوں مورخہ 29-08-2025 کو صبح 8:30 بجے عدالت میں پیش ہوں بصورت دیگر یکطرفہ کارروائی عمل میں لائی جائے گی۔ اشتہار بذریعہ اخبار جاری کیا گیا ہے تاکہ سند رہے اور بوقت ضرورت کام آئے۔	[6, 711, 238, 746]
notice-tag: Crown-15	[6, 666, 34, 674]
notice-header: نمبر 18 پاکستان	[487, 1725, 604, 1741]
notice-tag: Best-30	[6, 222, 29, 230]
notice-column-5	[607, 24, 725, 1770]
notice-body: سیلاب سے متاثرہ علاقوں میں امدادی سرگرمیاں جاری ہیں اور حکام نے شہریوں کو محفوظ مقامات پر منتقل ہونے کی ہدایت کی ہے۔ ضلعی انتظامیہ کے مطابق دریا میں پانی کی سطح مسلسل بلند ہو رہی ہے جبکہ متعدد دیہات زیر آب آ چکے ہیں۔ ریسکیو ٹیمیں کشتیوں کے ذریعے لوگوں کو نکال رہی ہیں اور کیمپوں میں کھانے پینے کی اشیاء فراہم کی جا رہی ہیں۔ وزیراعلیٰ نے متاثرین کی بحالی کے لیے خصوصی پیکج کا اعلان کیا ہے اور کہا ہے کہ کسی کو تنہا نہیں چھوڑا جائے گا۔ محکمہ موسمیات نے آئندہ چند روز میں مزید بارشوں کی پیشگوئی کی ہے۔	[611, 627, 722, 806]
notice-header: نمبر 5 سیلاب کی تفصیل	[729, 1329, 838, 1345]
notice-body: سیلاب سے متاثرہ علاقوں میں امدادی سرگرمیاں جاری ہیں اور حکام نے شہریوں کو محفوظ مقامات پر منتقل ہونے کی ہدایت کی ہے۔ ضلعی انتظامیہ کے مطابق دریا میں پانی کی سطح مسلسل بلند ہو رہی ہے جبکہ متعدد دیہات زیر آب آ چکے ہیں۔ ریسکیو ٹیمیں کشتیوں کے ذریعے لوگوں کو نکال رہی ہیں اور کیمپوں میں کھانے پینے کی اشیاء فراہم کی جا رہی ہیں۔ وزیراعلیٰ نے متاثرین کی بحالی کے لیے خصوصی پیکج کا اعلان کیا ہے اور کہا ہے کہ کسی کو تنہا نہیں چھوڑا جائے گا۔ محکمہ موسمیات نے آئندہ چند روز میں مزید بارشوں کی پیشگوئی کی ہے۔	[729, 24, 838, 203]
notice-body: سیلاب سے متاثرہ علاقوں میں امدادی سرگرمیاں جاری ہیں اور حکام نے شہریوں کو محفوظ مقامات پر منتقل ہونے کی ہدایت کی ہے۔ ضلعی انتظامیہ کے مطابق دریا میں پانی کی سطح مسلسل بلند ہو رہی ہے جبکہ متعدد دیہات زیر آب آ چکے ہیں۔ ریسکیو ٹیمیں کشتیوں کے ذریعے لوگوں کو نکال رہی ہیں اور کیمپوں میں کھانے پینے کی اشیاء فراہم کی جا رہی ہیں۔ وزیراعلیٰ نے متاثرین کی بحالی کے لیے خصوصی پیکج کا اعلان کیا ہے اور کہا ہے کہ کسی کو تنہا نہیں چھوڑا جائے گا۔ محکمہ موسمیات نے آئندہ چند روز میں مزید بارشوں کی پیشگوئی کی ہے۔	[487, 1743, 604, 1912]
notice-body: سیلاب سے متاثرہ علاقوں میں امدادی سرگرمیاں جاری ہیں اور حکام نے شہریوں کو محفوظ مقامات پر منتقل ہونے کی ہدایت کی ہے۔ ضلعی انتظامیہ کے مطابق دریا میں پانی کی سطح مسلسل بلند ہو رہی ہے جبکہ متعدد دیہات زیر آب آ چکے ہیں۔ ریسکیو ٹیمیں کشتیوں کے ذریعے لوگوں کو نکال رہی ہیں اور کیمپوں میں کھانے پینے کی اشیاء فراہم کی جا رہی ہیں۔ وزیراعلیٰ نے متاثرین کی بحالی کے لیے خصوصی پیکج کا اعلان کیا ہے اور کہا ہے کہ کسی کو تنہا نہیں چھوڑا جائے گا۔ محکمہ موسمیات نے آئندہ چند روز میں مزید بارشوں کی پیشگوئی کی ہے۔	[245, 597, 359, 766]
court-notice-label: کورٹ نوٹس	[97, 128, 147, 139]
notice-header: نمبر 15 شہزادہ	[487, 1152, 604, 1168]
notice-body: سیلاب سے متاثرہ علاقوں میں امدادی سرگرمیاں جاری ہیں اور حکام نے شہریوں کو محفوظ مقامات پر منتقل ہونے کی ہدایت کی ہے۔ ضلعی انتظامیہ کے مطابق دریا میں پانی کی سطح مسلسل بلند ہو رہی ہے جبکہ متعدد دیہات زیر آب آ چکے ہیں۔ ریسکیو ٹیمیں کشتیوں کے ذریعے لوگوں کو نکال رہی ہیں اور کیمپوں میں کھانے پینے کی اشیاء فراہم کی جا رہی ہیں۔ وزیراعلیٰ نے متاثرین کی بحالی کے لیے خصوصی پیکج کا اعلان کیا ہے اور کہا ہے کہ کسی کو تنہا نہیں چھوڑا جائے گا۔ محکمہ موسمیات نے آئندہ چند روز میں مزید بارشوں کی پیشگوئی کی ہے۔	[845, 1326, 954, 1505]
notice-header: نمبر 19 ہنگامہ حالت	[366, 197, 480, 213]
notice-tag: Best-33	[6, 507, 29, 515]
notice-header: نمبر 2 سیلاب کی شرح	[845, 948, 954, 964]
notice-body: سیلاب سے متاثرہ علاقوں میں امدادی سرگرمیاں جاری ہیں اور حکام نے شہریوں کو محفوظ مقامات پر منتقل ہونے کی ہدایت کی ہے۔ ضلعی انتظامیہ کے مطابق دریا میں پانی کی سطح مسلسل بلند ہو رہی ہے جبکہ متعدد دیہات زیر آب آ چکے ہیں۔ ریسکیو ٹیمیں کشتیوں کے ذریعے لوگوں کو نکال رہی ہیں اور کیمپوں میں کھانے پینے کی اشیاء فراہم کی جا رہی ہیں۔ وزیراعلیٰ نے متاثرین کی بحالی کے لیے خصوصی پیکج کا اعلان کیا ہے اور کہا ہے کہ کسی کو تنہا نہیں چھوڑا جائے گا۔ محکمہ موسمیات نے آئندہ چند روز میں مزید بارشوں کی پیشگوئی کی ہے۔	[845, 1506, 954, 1685]
notice-body: سیلاب سے متاثرہ علاقوں میں امدادی سرگرمیاں جاری ہیں اور حکام نے شہریوں کو محفوظ مقامات پر منتقل ہونے کی ہدایت کی ہے۔ ضلعی انتظامیہ کے مطابق دریا میں پانی کی سطح مسلسل بلند ہو رہی ہے جبکہ متعدد دیہات زیر آب آ چکے ہیں۔ ریسکیو ٹیمیں کشتیوں کے ذریعے لوگوں کو نکال رہی ہیں اور کیمپوں میں کھانے پینے کی اشیاء فراہم کی جا رہی ہیں۔ وزیراعلیٰ نے متاثرین کی بحالی کے لیے خصوصی پیکج کا اعلان کیا ہے اور کہا ہے کہ کسی کو تنہا نہیں چھوڑا جائے گا۔ محکمہ موسمیات نے آئندہ چند روز میں مزید بارشوں کی پیشگوئی کی ہے۔	[845, 765, 954, 944]
notice-body: سیلاب سے متاثرہ علاقوں میں امدادی سرگرمیاں جاری ہیں اور حکام نے شہریوں کو محفوظ مقامات پر منتقل ہونے کی ہدایت کی ہے۔ ضلعی انتظامیہ کے مطابق دریا میں پانی کی سطح مسلسل بلند ہو رہی ہے جبکہ متعدد دیہات زیر آب آ چکے ہیں۔ ریسکیو ٹیمیں کشتیوں کے ذریعے لوگوں کو نکال رہی ہیں اور کیمپوں میں کھانے پینے کی اشیاء فراہم کی جا رہی ہیں۔ وزیراعلیٰ نے متاثرین کی بحالی کے لیے خصوصی پیکج کا اعلان کیا ہے اور کہا ہے کہ کسی کو تنہا نہیں چھوڑا جائے گا۔ محکمہ موسمیات نے آئندہ چند روز میں مزید بارشوں کی پیشگوئی کی ہے۔	[729, 786, 838, 965]
notice-header: نمبر 16 اسلام آباد میٹنگ	[487, 1343, 604, 1359]
notice-body: سیلاب سے متاثرہ علاقوں میں امدادی سرگرمیاں جاری ہیں اور حکام نے شہریوں کو محفوظ مقامات پر منتقل ہونے کی ہدایت کی ہے۔ ضلعی انتظامیہ کے مطابق دریا میں پانی کی سطح مسلسل بلند ہو رہی ہے جبکہ متعدد دیہات زیر آب آ چکے ہیں۔ ریسکیو ٹیمیں کشتیوں کے ذریعے لوگوں کو نکال رہی ہیں اور کیمپوں میں کھانے پینے کی اشیاء فراہم کی جا رہی ہیں۔ وزیراعلیٰ نے متاثرین کی بحالی کے لیے خصوصی پیکج کا اعلان کیا ہے اور کہا ہے کہ کسی کو تنہا نہیں چھوڑا جائے گا۔ محکمہ موسمیات نے آئندہ چند روز میں مزید بارشوں کی پیشگوئی کی ہے۔	[487, 597, 604, 766]
notice-header: نمبر 4 ہائیکورٹ میں ایک ملزم	[729, 768, 838, 784]
notice-body: سیلاب سے متاثرہ علاقوں میں امدادی سرگرمیاں جاری ہیں اور حکام نے شہریوں کو محفوظ مقامات پر منتقل ہونے کی ہدایت کی ہے۔ ضلعی انتظامیہ کے مطابق دریا میں پانی کی سطح مسلسل بلند ہو رہی ہے جبکہ متعدد دیہات زیر آب آ چکے ہیں۔ ریسکیو ٹیمیں کشتیوں کے ذریعے لوگوں کو نکال رہی ہیں اور کیمپوں میں کھانے پینے کی اشیاء فراہم کی جا رہی ہیں۔ وزیراعلیٰ نے متاثرین کی بحالی کے لیے خصوصی پیکج کا اعلان کیا ہے اور کہا ہے کہ کسی کو تنہا نہیں چھوڑا جائے گا۔ محکمہ موسمیات نے آئندہ چند روز میں مزید بارشوں کی پیشگوئی کی ہے۔	[845, 405, 954, 584]
classified-column	[3, 24, 241, 1770]
notice-tag: Best-32	[6, 347, 29, 355]
columns-grid	[3, 24, 957, 1912]
notice-body: سیلاب سے متاثرہ علاقوں میں امدادی سرگرمیاں جاری ہیں اور حکام نے شہریوں کو محفوظ مقامات پر منتقل ہونے کی ہدایت کی ہے۔ ضلعی انتظامیہ کے مطابق دریا میں پانی کی سطح مسلسل بلند ہو رہی ہے جبکہ متعدد دیہات زیر آب آ چکے ہیں۔ ریسکیو ٹیمیں کشتیوں کے ذریعے لوگوں کو نکال رہی ہیں اور کیمپوں میں کھانے پینے کی اشیاء فراہم کی جا رہی ہیں۔ وزیراعلیٰ نے متاثرین کی بحالی کے لیے خصوصی پیکج کا اعلان کیا ہے اور کہا ہے کہ کسی کو تنہا نہیں چھوڑا جائے گا۔ محکمہ موسمیات نے آئندہ چند روز میں مزید بارشوں کی پیشگوئی کی ہے۔	[245, 406, 359, 575]
notice-tag: Crown-14	[6, 587, 34, 595]
notice-body: سیلاب سے متاثرہ علاقوں میں امدادی سرگرمیاں جاری ہیں اور حکام نے شہریوں کو محفوظ مقامات پر منتقل ہونے کی ہدایت کی ہے۔ ضلعی انتظامیہ کے مطابق دریا میں پانی کی سطح مسلسل بلند ہو رہی ہے جبکہ متعدد دیہات زیر آب آ چکے ہیں۔ ریسکیو ٹیمیں کشتیوں کے ذریعے لوگوں کو نکال رہی ہیں اور کیمپوں میں کھانے پینے کی اشیاء فراہم کی جا رہی ہیں۔ وزیراعلیٰ نے متاثرین کی بحالی کے لیے خصوصی پیکج کا اعلان کیا ہے اور کہا ہے کہ کسی کو تنہا نہیں چھوڑا جائے گا۔ محکمہ موسمیات نے آئندہ چند روز میں مزید بارشوں کی پیشگوئی کی ہے۔	[487, 215, 604, 384]
notice-header: نمبر 30 پولیس	[245, 579, 359, 595]
notice-header: نمبر 21 مشرقی	[366, 579, 480, 595]
court-notice-text: عدالت سینئر سول جج کراچی ضلع جنوبی بمقدمہ نمبر 2025 بنام فریق دوم حاضر ہوں مورخہ 29-08-2025 کو صبح 8:30 بجے عدالت میں پیش ہوں بصورت دیگر یکطرفہ کارروائی عمل میں لائی جائے گی۔ اشتہار بذریعہ اخبار جاری کیا گیا ہے تاکہ سند رہے اور بوقت ضرورت کام آئے۔	[6, 357, 238, 392]
notice-body: سیلاب سے متاثرہ علاقوں میں امدادی سرگرمیاں جاری ہیں اور حکام نے شہریوں کو محفوظ مقامات پر منتقل ہونے کی ہدایت کی ہے۔ ضلعی انتظامیہ کے مطابق دریا میں پانی کی سطح مسلسل بلند ہو رہی ہے جبکہ متعدد دیہات زیر آب آ چکے ہیں۔ ریسکیو ٹیمیں کشتیوں کے ذریعے لوگوں کو نکال رہی ہیں اور کیمپوں میں کھانے پینے کی اشیاء فراہم کی جا رہی ہیں۔ وزیراعلیٰ نے متاثرین کی بحالی کے لیے خصوصی پیکج کا اعلان کیا ہے اور کہا ہے کہ کسی کو تنہا نہیں چھوڑا جائے گا۔ محکمہ موسمیات نے آئندہ چند روز میں مزید بارشوں کی پیشگوئی کی ہے۔	[487, 788, 604, 957]
masthead	[3, 2, 957, 22]
notice-header: نمبر 27 5 نمبر	[366, 1725, 480, 1741]
